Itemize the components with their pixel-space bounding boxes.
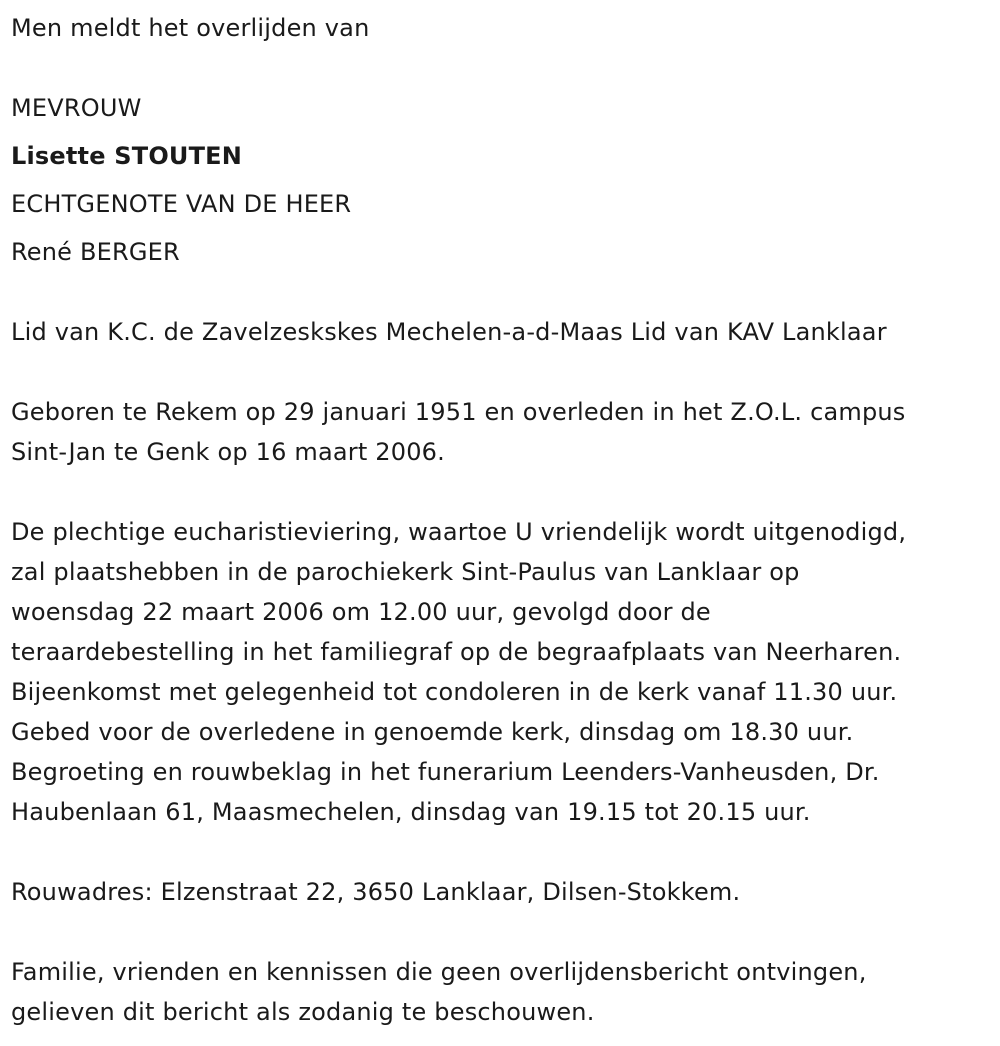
paragraph-line: Bijeenkomst met gelegenheid tot condoleren in de kerk vanaf 11.30 uur. bbox=[11, 678, 898, 706]
spouse-name: René BERGER bbox=[11, 238, 180, 266]
paragraph-line: Haubenlaan 61, Maasmechelen, dinsdag van 19.15 tot 20.15 uur. bbox=[11, 798, 811, 826]
relation-text: ECHTGENOTE VAN DE HEER bbox=[11, 190, 352, 218]
deceased-name: Lisette STOUTEN bbox=[11, 142, 243, 170]
paragraph-line: woensdag 22 maart 2006 om 12.00 uur, gevolgd door de bbox=[11, 598, 711, 626]
paragraph-line: De plechtige eucharistieviering, waartoe U vriendelijk wordt uitgenodigd, bbox=[11, 518, 907, 546]
paragraph-line: gelieven dit bericht als zodanig te beschouwen. bbox=[11, 998, 595, 1026]
paragraph-line: Gebed voor de overledene in genoemde kerk, dinsdag om 18.30 uur. bbox=[11, 718, 854, 746]
paragraph-line: Familie, vrienden en kennissen die geen overlijdensbericht ontvingen, bbox=[11, 958, 867, 986]
spacer bbox=[11, 48, 1000, 88]
birth-death-paragraph bbox=[11, 392, 1000, 472]
spacer bbox=[11, 832, 1000, 872]
mourning-address: Rouwadres: Elzenstraat 22, 3650 Lanklaar, Dilsen-Stokkem. bbox=[11, 878, 741, 906]
paragraph-line: zal plaatshebben in de parochiekerk Sint-Paulus van Lanklaar op bbox=[11, 558, 800, 586]
membership-text: Lid van K.C. de Zavelzeskskes Mechelen-a-d-Maas Lid van KAV Lanklaar bbox=[11, 318, 887, 346]
paragraph-line: Geboren te Rekem op 29 januari 1951 en overleden in het Z.O.L. campus bbox=[11, 398, 906, 426]
ceremony-paragraph bbox=[11, 512, 1000, 832]
title-text: MEVROUW bbox=[11, 94, 142, 122]
spacer bbox=[11, 272, 1000, 312]
paragraph-line: teraardebestelling in het familiegraf op de begraafplaats van Neerharen. bbox=[11, 638, 902, 666]
spacer bbox=[11, 352, 1000, 392]
paragraph-line: Begroeting en rouwbeklag in het funerarium Leenders-Vanheusden, Dr. bbox=[11, 758, 880, 786]
closing-paragraph bbox=[11, 952, 1000, 1032]
paragraph-line: Sint-Jan te Genk op 16 maart 2006. bbox=[11, 438, 445, 466]
intro-text: Men meldt het overlijden van bbox=[11, 14, 370, 42]
spacer bbox=[11, 472, 1000, 512]
spacer bbox=[11, 912, 1000, 952]
